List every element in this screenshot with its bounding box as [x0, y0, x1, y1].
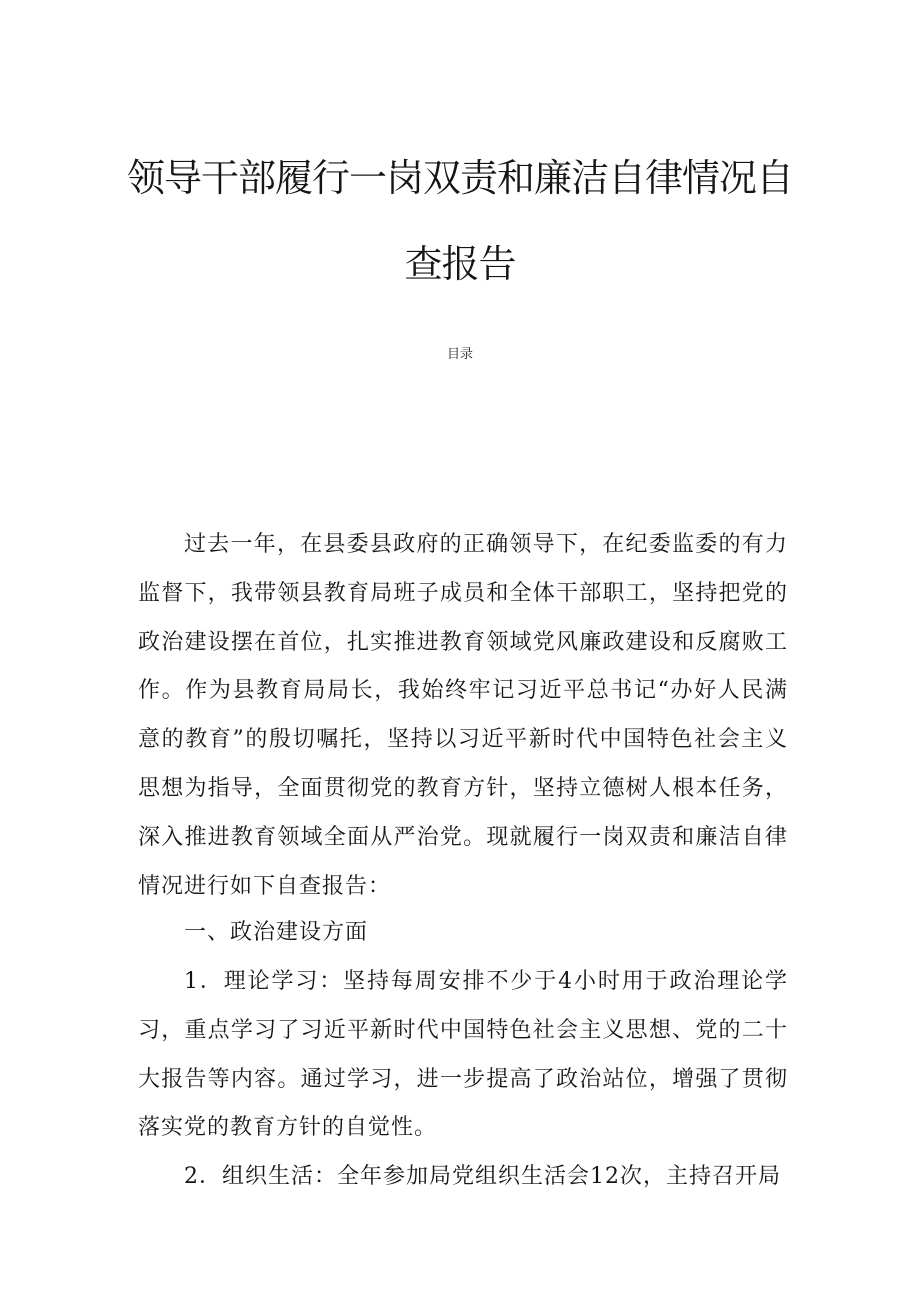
section-heading-political-construction: 一、政治建设方面: [184, 920, 369, 945]
document-title-line-1: 领导干部履行一岗双责和廉洁自律情况自: [126, 156, 793, 200]
item-theory-study: 1．理论学习：坚持每周安排不少于4小时用于政治理论学习，重点学习了习近平新时代中国特色社会主义思想、党的二十大报告等内容。通过学习，进一步提高了政治站位，增强了贯彻落实党的教育方针的自觉性。: [138, 969, 788, 1141]
item-1-block: [138, 958, 788, 1153]
document-title-line-2: 查报告: [404, 242, 516, 286]
intro-paragraph: 过去一年，在县委县政府的正确领导下，在纪委监委的有力监督下，我带领县教育局班子成员和全体干部职工，坚持把党的政治建设摆在首位，扎实推进教育领域党风廉政建设和反腐败工作。作为县教育局局长，我始终牢记习近平总书记“办好人民满意的教育”的殷切嘱托，坚持以习近平新时代中国特色社会主义思想为指导，全面贯彻党的教育方针，坚持立德树人根本任务，深入推进教育领域全面从严治党。现就履行一岗双责和廉洁自律情况进行如下自查报告：: [138, 532, 788, 899]
intro-paragraph-block: [138, 521, 788, 911]
section-heading-block: [138, 909, 788, 958]
table-of-contents-label: 目录: [446, 347, 473, 362]
item-organization-life: 2．组织生活：全年参加局党组织生活会12次，主持召开局: [184, 1164, 781, 1189]
item-2-block: [138, 1153, 788, 1202]
